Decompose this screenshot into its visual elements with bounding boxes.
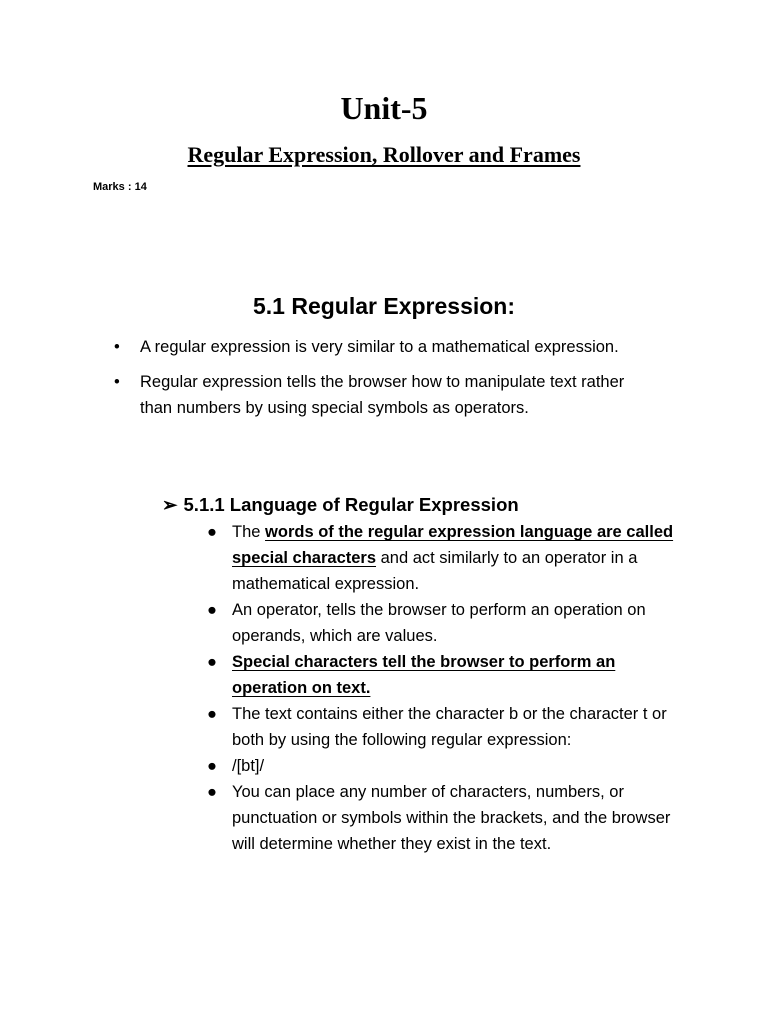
list-item (207, 779, 687, 857)
page-subtitle (0, 140, 768, 170)
bullet-icon: ● (207, 601, 217, 619)
list-item-text: The text contains either the character b or the character t or both by using the following regular expression: (232, 705, 667, 749)
bullet-icon: • (114, 338, 120, 356)
bullet-icon: ● (207, 523, 217, 541)
list-item (207, 701, 687, 753)
arrow-bullet-icon: ➢ (162, 494, 178, 515)
list-item-text: /[bt]/ (232, 757, 265, 775)
list-item-emphasis: Special characters tell the browser to perform an operation on text. (232, 653, 616, 697)
list-item (207, 753, 687, 779)
list-item (207, 597, 687, 649)
marks-label: Marks : 14 (93, 181, 147, 193)
bullet-icon: • (114, 373, 120, 391)
page-subtitle-text: Regular Expression, Rollover and Frames (187, 142, 581, 167)
list-item-emphasis: words of the regular expression language are called special characters (232, 523, 674, 567)
list-item-text: An operator, tells the browser to perform an operation on operands, which are values. (232, 601, 646, 645)
section-heading: 5.1 Regular Expression: (252, 293, 516, 319)
bullet-icon: ● (207, 705, 217, 723)
subsection-heading (162, 491, 519, 519)
list-item (114, 369, 654, 421)
list-item (207, 519, 687, 597)
bullet-icon: ● (207, 783, 217, 801)
list-item-text: A regular expression is very similar to a mathematical expression. (140, 338, 619, 356)
list-item (114, 334, 654, 360)
subsection-bullet-list (207, 519, 687, 857)
page-title: Unit-5 (340, 90, 428, 126)
list-item-text: You can place any number of characters, numbers, or punctuation or symbols within the brackets, and the browser will determine whether they exist in the text. (232, 783, 671, 853)
list-item (207, 649, 687, 701)
section-bullet-list (114, 334, 654, 430)
list-item-text: The (232, 523, 266, 541)
list-item-text: Regular expression tells the browser how to manipulate text rather than numbers by using special symbols as operators. (140, 373, 625, 417)
bullet-icon: ● (207, 653, 217, 671)
subsection-heading-text: 5.1.1 Language of Regular Expression (183, 494, 519, 515)
bullet-icon: ● (207, 757, 217, 775)
list-item-text: and act similarly to an operator in a mathematical expression. (232, 549, 638, 593)
